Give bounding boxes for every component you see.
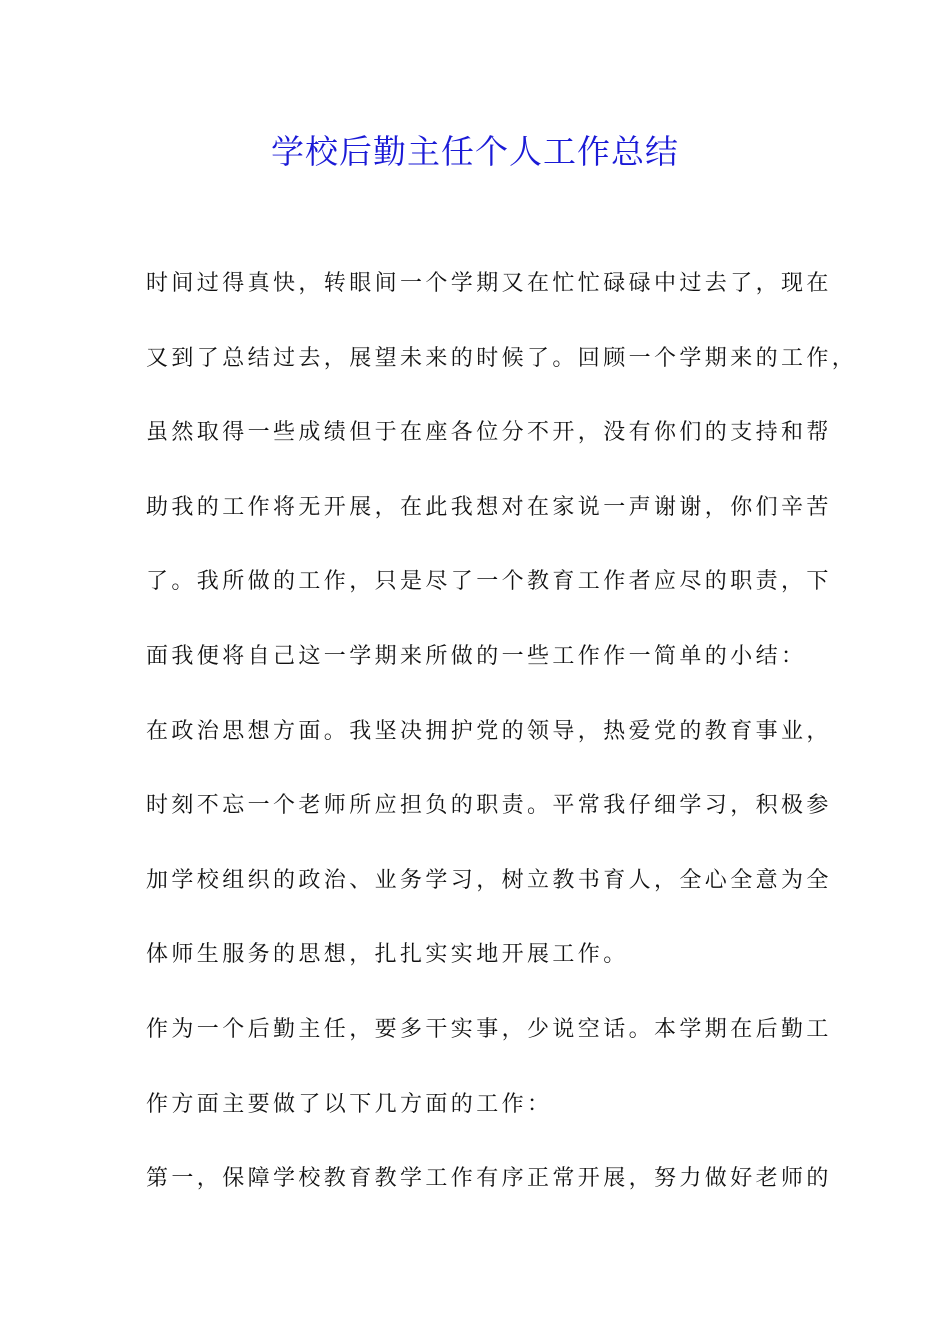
body-line: 面我便将自己这一学期来所做的一些工作作一简单的小结：: [146, 643, 807, 669]
body-line: 时间过得真快，转眼间一个学期又在忙忙碌碌中过去了，现在: [146, 271, 832, 296]
body-line: 在政治思想方面。我坚决拥护党的领导，热爱党的教育事业，: [146, 718, 832, 744]
body-line: 作方面主要做了以下几方面的工作：: [146, 1091, 553, 1117]
body-line: 又到了总结过去，展望未来的时候了。回顾一个学期来的工作，: [146, 345, 858, 371]
body-line: 体师生服务的思想，扎扎实实地开展工作。: [146, 942, 629, 968]
body-line: 了。我所做的工作，只是尽了一个教育工作者应尽的职责，下: [146, 569, 832, 595]
body-line: 时刻不忘一个老师所应担负的职责。平常我仔细学习，积极参: [146, 793, 832, 819]
body-line: 虽然取得一些成绩但于在座各位分不开，没有你们的支持和帮: [146, 420, 832, 446]
body-line: 助我的工作将无开展，在此我想对在家说一声谢谢，你们辛苦: [146, 494, 832, 520]
body-line: 作为一个后勤主任，要多干实事，少说空话。本学期在后勤工: [146, 1016, 832, 1042]
document-body: [146, 262, 858, 1232]
body-line: 加学校组织的政治、业务学习，树立教书育人，全心全意为全: [146, 867, 832, 893]
document-title: 学校后勤主任个人工作总结: [271, 132, 679, 171]
body-line: 第一，保障学校教育教学工作有序正常开展，努力做好老师的: [146, 1166, 832, 1192]
